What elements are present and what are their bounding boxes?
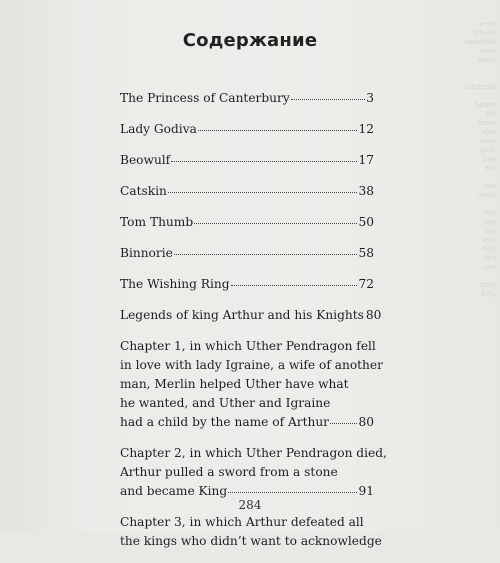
toc-entry-page: 58 — [358, 246, 374, 260]
toc-entry-line: in love with lady Igraine, a wife of another — [120, 358, 383, 372]
toc-entry-line — [120, 120, 374, 139]
toc-entry-line — [120, 275, 374, 294]
toc-entry-title: Catskin — [120, 184, 167, 198]
toc-entry-title: Legends of king Arthur and his Knights — [120, 308, 364, 322]
toc-entry[interactable] — [120, 337, 383, 432]
toc-entry-page: 3 — [366, 91, 374, 105]
toc-entry-page: 91 — [358, 484, 374, 498]
toc-entry-line — [120, 413, 374, 432]
bleed-through-text: mew wiedly mebooks wote tuam mensrbu wamd rol word jeds wole drag gad ere mal ylate yiw pos yat yaw dive yuo yos your alyd — [464, 20, 496, 298]
dot-leader — [330, 413, 357, 424]
toc-entry-line: he wanted, and Uther and Igraine — [120, 396, 331, 410]
toc-entry-page: 80 — [365, 308, 382, 322]
toc-entry-line — [120, 306, 382, 325]
dot-leader — [168, 182, 358, 193]
toc-entry-title: and became King — [120, 484, 228, 498]
toc-entry-title: had a child by the name of Arthur — [120, 415, 330, 429]
toc-entry-line: the kings who didn’t want to acknowledge — [120, 534, 382, 548]
toc-entry[interactable] — [120, 151, 374, 170]
dot-leader — [198, 120, 358, 131]
toc-entry[interactable] — [120, 213, 374, 232]
toc-entry-line — [120, 89, 374, 108]
toc-entry[interactable] — [120, 244, 374, 263]
dot-leader — [228, 482, 357, 493]
page-title: Содержание — [182, 30, 318, 51]
page-number: 284 — [238, 498, 262, 512]
table-of-contents — [120, 89, 387, 563]
toc-entry-title: Tom Thumb — [120, 215, 194, 229]
toc-entry-line — [120, 182, 374, 201]
toc-entry-line: Chapter 3, in which Arthur defeated all — [120, 515, 364, 529]
toc-entry-page: 72 — [358, 277, 374, 291]
toc-entry[interactable] — [120, 275, 374, 294]
toc-entry-line: man, Merlin helped Uther have what — [120, 377, 349, 391]
toc-entry[interactable] — [120, 444, 387, 501]
toc-entry[interactable] — [120, 120, 374, 139]
dot-leader — [171, 151, 357, 162]
toc-entry-title: Lady Godiva — [120, 122, 197, 136]
dot-leader — [174, 244, 358, 255]
toc-entry[interactable] — [120, 182, 374, 201]
toc-entry-page: 50 — [358, 215, 374, 229]
dot-leader — [291, 89, 366, 100]
toc-entry-page: 38 — [358, 184, 374, 198]
toc-entry-line — [120, 213, 374, 232]
toc-entry-page: 80 — [358, 415, 374, 429]
toc-entry[interactable] — [120, 89, 374, 108]
toc-entry-title: The Wishing Ring — [120, 277, 230, 291]
toc-entry-line — [120, 151, 374, 170]
toc-entry-page: 17 — [358, 153, 374, 167]
toc-entry[interactable] — [120, 306, 382, 325]
toc-entry[interactable] — [120, 513, 382, 551]
dot-leader — [194, 213, 357, 224]
toc-entry-line — [120, 244, 374, 263]
toc-entry-title: Binnorie — [120, 246, 173, 260]
toc-entry-line: Arthur pulled a sword from a stone — [120, 465, 338, 479]
toc-entry-line: Chapter 1, in which Uther Pendragon fell — [120, 339, 376, 353]
dot-leader — [231, 275, 358, 286]
toc-entry-title: The Princess of Canterbury — [120, 91, 290, 105]
toc-entry-title: Beowulf — [120, 153, 171, 167]
toc-entry-page: 12 — [358, 122, 374, 136]
toc-entry-line: Chapter 2, in which Uther Pendragon died, — [120, 446, 387, 460]
